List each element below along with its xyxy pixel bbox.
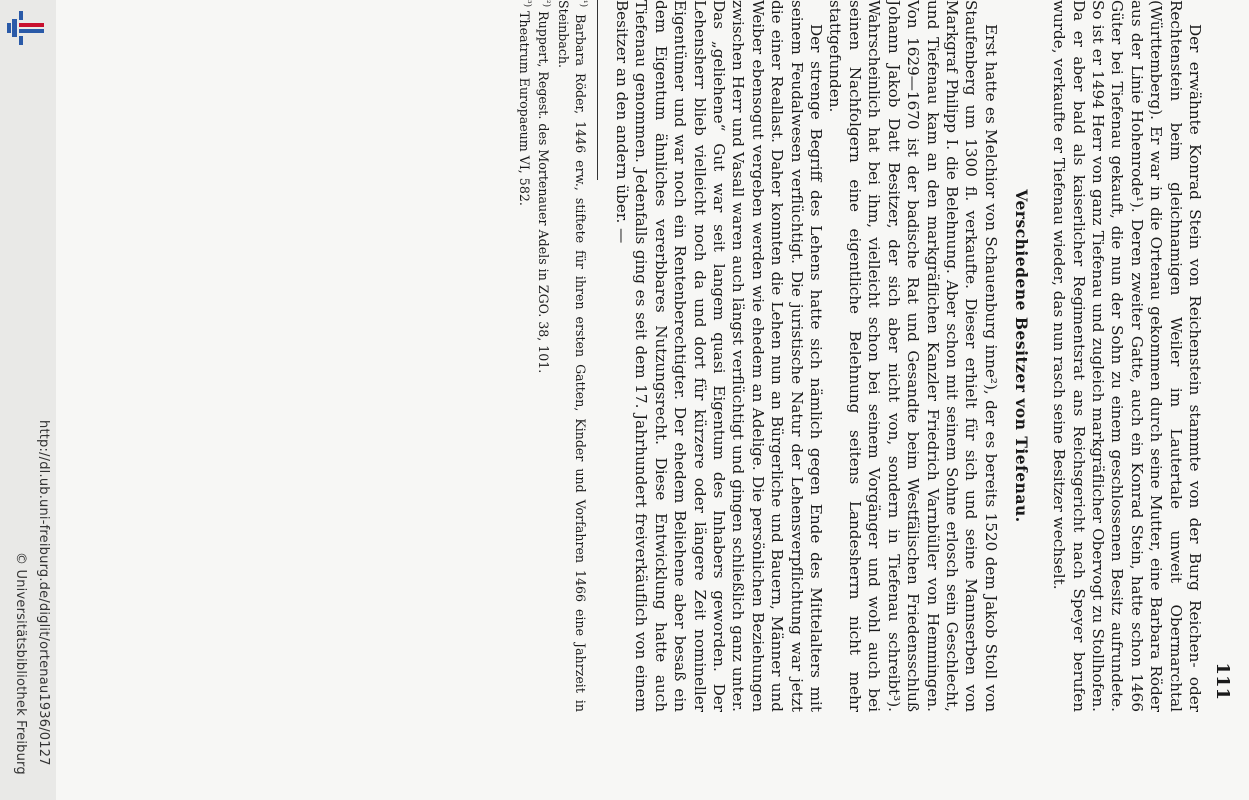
section-heading: Verschiedene Besitzer von Tiefenau.: [1011, 189, 1031, 523]
footnote: [535, 0, 555, 712]
footnote: [515, 0, 535, 712]
footnote-mark: ²): [541, 0, 552, 8]
page-number: 111: [1212, 662, 1233, 700]
paragraph: Erst hatte es Melchior von Schauenburg inne²), der es bereits 1520 dem Jakob Stoll von Staufenberg um 1300 fl. verkaufte. Dieser erhielt für sich und seine Mannserben von Markgraf Philipp I. die Belehnung. Aber schon mit seinem Sohne erlosch sein Geschlecht, und Tiefenau kam an den markgräflichen Kanzler Friedrich Varnbüller von Hemmingen. Von 1629—1670 ist der badische Rat und Gesandte beim Westfälischen Friedensschluß Johann Jakob Datt Besitzer, der sich aber nicht von, sondern in Tiefenau schreibt³). Wahrscheinlich hat bei ihm, vielleicht schon bei seinem Vorgänger und wohl auch bei seinen Nachfolgern eine eigentliche Belehnung seitens Landesherrn nicht mehr stattgefunden.: [826, 0, 1000, 712]
footnote-text: Theatrum Europaeum VI, 582.: [516, 11, 532, 206]
paragraph: Der strenge Begriff des Lehens hatte sich nämlich gegen Ende des Mittelalters mit seinem Feudalwesen verflüchtigt. Die juristische Natur der Lehensverpflichtung war jetzt die einer Reallast. Daher konnten die Lehen nun an Bürgerliche und Bauern, Männer und Weiber ebensogut vergeben werden wie ehedem an Adelige. Die persönlichen Beziehungen zwischen Herr und Vasall waren auch längst verflüchtigt und gingen schließlich ganz unter. Das „geliehene“ Gut war seit langem quasi Eigentum des Inhabers geworden. Der Lehensherr blieb vielleicht noch da und dort für kürzere oder längere Zeit nomineller Eigentümer und war noch ein Rentenberechtigter. Der ehedem Beliehene aber besaß ein dem Eigentum ähnliches vererbbares Nutzungsrecht. Diese Entwicklung hatte auch Tiefenau genommen. Jedenfalls ging es seit dem 17. Jahrhundert freiverkäuflich von einem Besitzer an den andern über. —: [613, 0, 826, 712]
footnote-divider: [597, 0, 598, 180]
scanned-page: [56, 0, 1249, 800]
footnote: [554, 0, 590, 712]
copyright-notice: © Universitätsbibliothek Freiburg: [13, 552, 28, 775]
paragraph: Der erwähnte Konrad Stein von Reichenstein stammte von der Burg Reichen- oder Rechtenstein beim gleichnamigen Weiler im Lautertale unweit Obermarchtal (Württemberg). Er war in die Ortenau gekommen durch seine Mutter, eine Barbara Röder aus der Linie Hohenrode¹). Deren zweiter Gatte, auch ein Konrad Stein, hatte schon 1466 Güter bei Tiefenau gekauft, die nun der Sohn zu einem geschlossenen Besitz aufrundete. So ist er 1494 Herr von ganz Tiefenau und zugleich markgräflicher Obervogt zu Stollhofen. Da er aber bald als kaiserlicher Regimentsrat ans Reichsgericht nach Speyer berufen wurde, verkaufte er Tiefenau wieder, das nun rasch seine Besitzer wechselt.: [1050, 0, 1204, 712]
footnote-text: Ruppert, Regest. des Mortenauer Adels in ZGO. 38, 101.: [536, 11, 552, 374]
footnote-text: Barbara Röder, 1446 erw., stiftete für ihren ersten Gatten, Kinder und Vorfahren 1466 eine Jahrzeit in Steinbach.: [555, 0, 588, 712]
footnotes: [515, 0, 591, 712]
document-url[interactable]: http://dl.ub.uni-freiburg.de/diglit/ortenau1936/0127: [36, 420, 51, 766]
viewer-margin: [0, 0, 56, 800]
footnote-mark: ³): [521, 0, 532, 8]
ub-freiburg-logo-icon: [5, 9, 45, 47]
page-content: [56, 0, 1249, 780]
footnote-mark: ¹): [577, 0, 588, 8]
body-text: [612, 0, 1000, 712]
body-text: [1049, 0, 1204, 712]
